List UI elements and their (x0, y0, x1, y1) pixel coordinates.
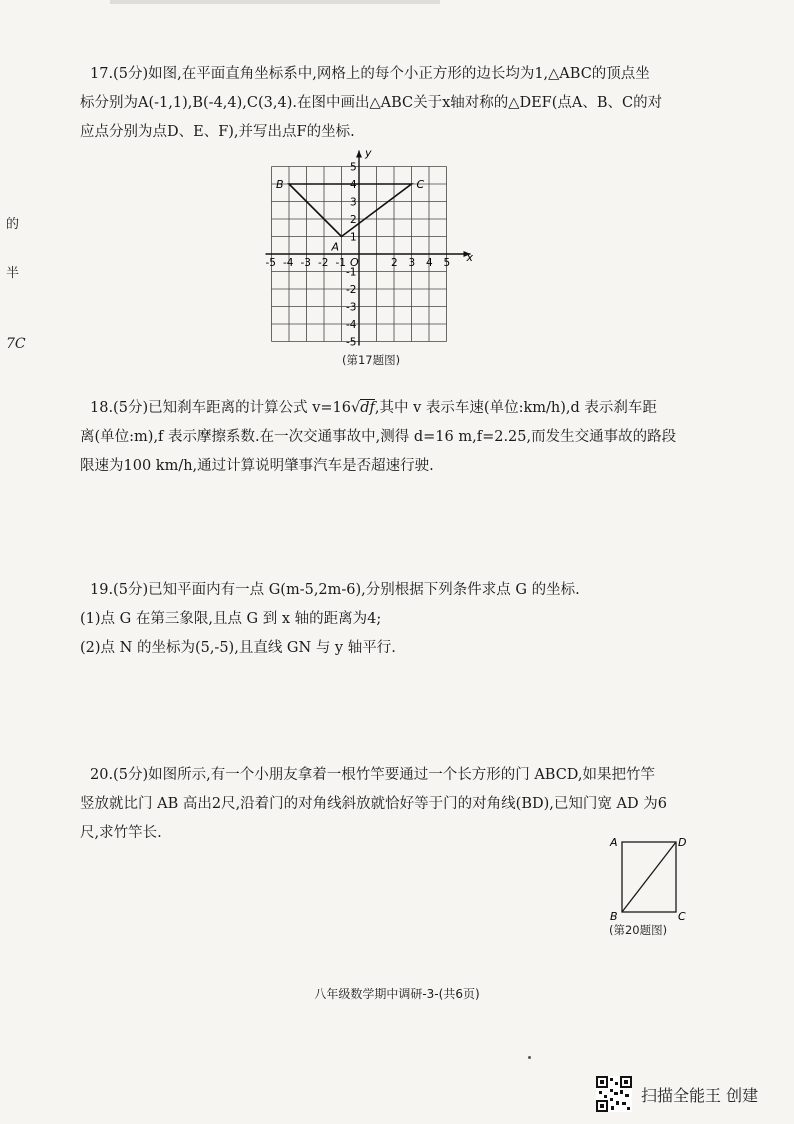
point-label-b: B (276, 178, 284, 191)
q18-radicand: df (360, 400, 375, 416)
x-axis-label: x (466, 251, 474, 264)
q20-line-3: 尺,求竹竿长. (80, 825, 162, 841)
y-tick-label: -3 (346, 301, 357, 314)
margin-note-2: 半 (6, 266, 20, 281)
x-tick-label: 4 (426, 257, 433, 269)
q17-line-2: 标分别为A(-1,1),B(-4,4),C(3,4).在图中画出△ABC关于x轴对称的△DEF(点A、B、C的对 (80, 95, 663, 111)
y-tick-label: -1 (346, 266, 357, 279)
label-b: B (610, 910, 618, 923)
q18-text-a: 18.(5分)已知刹车距离的计算公式 v=16 (90, 400, 351, 416)
y-axis-label: y (365, 146, 372, 160)
y-tick-label: -4 (346, 319, 357, 331)
y-axis-arrow (356, 151, 362, 158)
q17-caption: (第17题图) (342, 353, 401, 367)
question-18 (80, 394, 706, 481)
y-tick-label: -2 (346, 284, 357, 296)
q18-line-2: 离(单位:m),f 表示摩擦系数.在一次交通事故中,测得 d=16 m,f=2.25,而发生交通事故的路段 (80, 429, 677, 445)
triangle-outline (289, 184, 412, 237)
label-a: A (610, 836, 618, 849)
x-tick-label: -5 (265, 257, 276, 269)
y-tick-label: 2 (350, 214, 357, 226)
q17-coordinate-figure (262, 140, 492, 352)
q19-line-2: (1)点 G 在第三象限,且点 G 到 x 轴的距离为4; (80, 611, 382, 627)
q18-text-b: ,其中 v 表示车速(单位:km/h),d 表示刹车距 (374, 400, 657, 416)
scan-speck (528, 1056, 531, 1059)
page-footer: 八年级数学期中调研-3-(共6页) (314, 987, 480, 1001)
x-tick-label: 3 (408, 257, 416, 269)
x-tick-label: -2 (318, 257, 329, 269)
q20-line-1: 20.(5分)如图所示,有一个小朋友拿着一根竹竿要通过一个长方形的门 ABCD,如果把竹竿 (90, 767, 656, 783)
x-tick-label: -4 (283, 257, 294, 269)
sqrt-symbol: √ (351, 400, 361, 416)
question-17 (80, 60, 706, 147)
label-d: D (678, 836, 687, 849)
label-c: C (678, 910, 686, 923)
q20-door-figure (604, 832, 696, 924)
question-19 (80, 576, 706, 663)
brand-label: 扫描全能王 创建 (641, 1086, 759, 1105)
q20-line-2: 竖放就比门 AB 高出2尺,沿着门的对角线斜放就恰好等于门的对角线(BD),已知门宽 AD 为6 (80, 796, 667, 812)
y-tick-label: -5 (346, 336, 357, 349)
point-label-c: C (416, 178, 425, 191)
q19-line-1: 19.(5分)已知平面内有一点 G(m-5,2m-6),分别根据下列条件求点 G 的坐标. (90, 582, 580, 598)
q17-line-1: 17.(5分)如图,在平面直角坐标系中,网格上的每个小正方形的边长均为1,△ABC的顶点坐 (90, 66, 650, 82)
y-tick-label: 3 (350, 196, 357, 209)
axes (266, 151, 471, 346)
point-label-a: A (331, 240, 340, 254)
x-tick-label: 2 (391, 257, 398, 269)
q20-caption: (第20题图) (609, 923, 668, 937)
x-tick-label: -3 (300, 257, 311, 269)
origin-label: O (350, 256, 359, 269)
tick-labels (266, 147, 474, 349)
q19-line-3: (2)点 N 的坐标为(5,-5),且直线 GN 与 y 轴平行. (80, 640, 396, 656)
y-tick-label: 1 (350, 231, 357, 244)
y-tick-label: 5 (350, 161, 357, 174)
diagonal-bd (622, 842, 676, 912)
q18-line-1 (80, 394, 706, 423)
scan-smudge (110, 0, 440, 4)
q17-line-3: 应点分别为点D、E、F),并写出点F的坐标. (80, 124, 355, 140)
x-tick-label: 5 (443, 257, 451, 269)
x-tick-label: -1 (335, 257, 346, 269)
q18-line-3: 限速为100 km/h,通过计算说明肇事汽车是否超速行驶. (80, 458, 434, 474)
qr-code-icon (596, 1076, 632, 1112)
margin-note-3: 7C (6, 336, 26, 352)
margin-note-1: 的 (6, 217, 20, 232)
y-tick-label: 4 (350, 179, 357, 191)
